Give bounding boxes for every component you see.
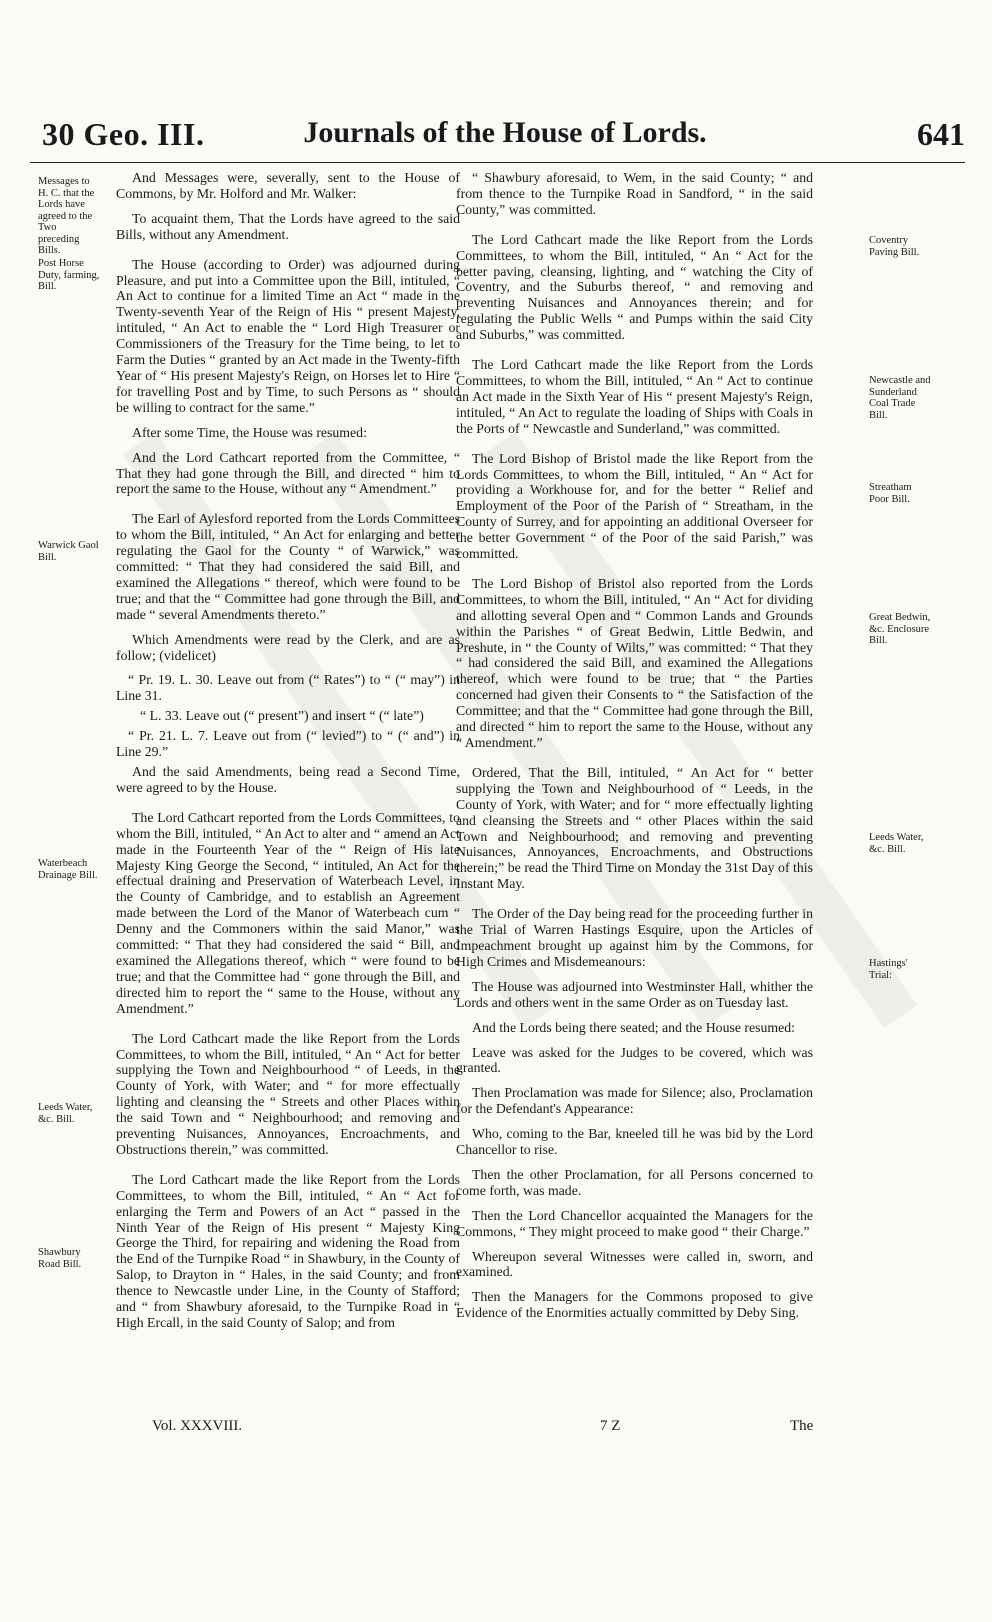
margin-note-coventry: Coventry Paving Bill. [869, 235, 920, 258]
paragraph: Leave was asked for the Judges to be covered, which was granted. [456, 1044, 813, 1076]
page-number: 641 [917, 116, 965, 152]
margin-note-warwick: Warwick Gaol Bill. [38, 540, 99, 563]
page-header [30, 112, 965, 163]
paragraph: The Lord Cathcart reported from the Lords Committees, to whom the Bill, intituled, “ An Act to alter and “ amend an Act made in the Fourteenth Year of the “ Reign of His late Majesty King George the Second, “ intituled, An Act for the effectual draining and Preservation of Waterbeach Level, in the County of Cambridge, and to establish an Agreement made between the Lord of the Manor of Waterbeach cum “ Denny and the Commoners within the said Manor,” was committed: “ That they had considered the said “ Bill, and examined the Allegations thereof, which “ were found to be true; and that the Committee had “ gone through the Bill, and directed him to report the “ same to the House, without any Amendment.” [116, 809, 460, 1016]
paragraph: Then the other Proclamation, for all Persons concerned to come forth, was made. [456, 1166, 813, 1198]
text-column-right [456, 170, 813, 1330]
paragraph: And the Lord Cathcart reported from the Committee, “ That they had gone through the Bill, and directed “ him to report the same to the House, without any “ Amendment.” [116, 449, 460, 497]
paragraph: Then Proclamation was made for Silence; also, Proclamation for the Defendant's Appearance: [456, 1085, 813, 1117]
paragraph: The Lord Cathcart made the like Report from the Lords Committees, to whom the Bill, intituled, “ An “ Act for enlarging the Term and Powers of an Act “ passed in the Ninth Year of the Reign of His present “ Majesty King George the Third, for repairing and widening the Road from the End of the Turnpike Road “ in Shawbury, in the County of Salop, to Drayton in “ Hales, in the said County; and from thence to Newcastle under Line, in the County of Stafford; and “ from Shawbury aforesaid, to the Turnpike Road in “ High Ercall, in the said County of Salop; and from [116, 1171, 460, 1330]
paragraph: Ordered, That the Bill, intituled, “ An Act for “ better supplying the Town and Neighbourhood of “ Leeds, in the County of York, with Water; and for “ more effectually lighting and cleansing the Streets and “ other Places within the said Town and Neighbourhood; and removing and preventing Nuisances, Annoyances, Encroachments, and Obstructions therein;” be read the Third Time on Monday the 31st Day of this Instant May. [456, 764, 813, 892]
signature-mark: 7 Z [600, 1418, 621, 1434]
paragraph: To acquaint them, That the Lords have agreed to the said Bills, without any Amendment. [116, 210, 460, 242]
paragraph: Then the Managers for the Commons proposed to give Evidence of the Enormities actually committed by Deby Sing. [456, 1289, 813, 1321]
margin-note-leeds: Leeds Water, &c. Bill. [38, 1102, 93, 1125]
catchword: The [790, 1418, 814, 1434]
margin-note-messages: Messages to H. C. that the Lords have agreed to the Two preceding Bills. [38, 176, 95, 256]
paragraph: And Messages were, severally, sent to the House of Commons, by Mr. Holford and Mr. Walker: [116, 170, 460, 201]
amendment: “ Pr. 21. L. 7. Leave out from (“ levied”) to “ (“ and”) in Line 29.” [116, 728, 460, 760]
paragraph: And the said Amendments, being read a Second Time, were agreed to by the House. [116, 764, 460, 795]
volume-number: Vol. XXXVIII. [152, 1418, 243, 1434]
paragraph: Who, coming to the Bar, kneeled till he was bid by the Lord Chancellor to rise. [456, 1126, 813, 1158]
amendment: “ Pr. 19. L. 30. Leave out from (“ Rates”) to “ (“ may”) in Line 31. [116, 672, 460, 704]
paragraph: The Lord Cathcart made the like Report from the Lords Committees, to whom the Bill, intituled, “ An “ Act for better supplying the Town and Neighbourhood “ of Leeds, in the County of York, with Water; and “ for more effectually lighting and cleansing the “ Streets and other Places within the said Town and “ Neighbourhood; and removing and preventing Nuisances, Annoyances, Encroachments, and Obstructions therein,” was committed. [116, 1030, 460, 1157]
paragraph: Whereupon several Witnesses were called in, sworn, and examined. [456, 1248, 813, 1280]
margin-note-leeds-right: Leeds Water, &c. Bill. [869, 832, 924, 855]
paragraph: Which Amendments were read by the Clerk, and are as follow; (videlicet) [116, 631, 460, 663]
regnal-year: 30 Geo. III. [42, 116, 205, 152]
paragraph: The Lord Cathcart made the like Report from the Lords Committees, to whom the Bill, intituled, “ An “ Act for the better paving, cleansing, lighting, and “ watching the City of Coventry, and the Suburbs thereof, “ and removing and preventing Nuisances and Annoyances therein; and for regulating the Public Wells “ and Pumps within the said City and Suburbs,” was committed. [456, 231, 813, 343]
margin-note-great-bedwin: Great Bedwin, &c. Enclosure Bill. [869, 612, 931, 646]
paragraph: The House was adjourned into Westminster Hall, whither the Lords and others went in the same Order as on Tuesday last. [456, 978, 813, 1010]
paragraph: The Order of the Day being read for the proceeding further in the Trial of Warren Hastings Esquire, upon the Articles of Impeachment brought up against him by the Commons, for High Crimes and Misdemeanours: [456, 906, 813, 969]
journal-title: Journals of the House of Lords. [303, 116, 707, 149]
paragraph: The Lord Cathcart made the like Report from the Lords Committees, to whom the Bill, intituled, “ An “ Act to continue an Act made in the Sixth Year of His “ present Majesty's Reign, intituled, “ An Act to regulate the loading of Ships with Coals in the Ports of “ Newcastle and Sunderland,” was committed. [456, 357, 813, 436]
paragraph: The House (according to Order) was adjourned during Pleasure, and put into a Committee upon the Bill, intituled, “ An Act to continue for a limited Time an Act “ made in the Twenty-seventh Year of the Reign of His “ present Majesty, intituled, “ An Act to enable the “ Lord High Treasurer or Commissioners of the Treasury for the Time being, to let to Farm the Duties “ granted by an Act made in the Twenty-fifth Year of “ His present Majesty's Reign, on Horses let to Hire “ for travelling Post and by Time, to such Persons as “ should be willing to contract for the same.” [116, 256, 460, 415]
amendment: “ L. 33. Leave out (“ present”) and insert “ (“ late”) [140, 708, 424, 724]
margin-note-streatham: Streatham Poor Bill. [869, 482, 912, 505]
margin-note-hastings: Hastings' Trial: [869, 958, 908, 981]
text-column-left [116, 170, 460, 1340]
paragraph: And the Lords being there seated; and the House resumed: [472, 1019, 795, 1035]
margin-note-post-horse: Post Horse Duty, farming, Bill. [38, 258, 100, 292]
margin-note-waterbeach: Waterbeach Drainage Bill. [38, 858, 98, 881]
margin-note-shawbury: Shawbury Road Bill. [38, 1247, 82, 1270]
paragraph: “ Shawbury aforesaid, to Wem, in the said County; “ and from thence to the Turnpike Road in Sandford, “ in the said County,” was committed. [456, 170, 813, 217]
paragraph: The Lord Bishop of Bristol made the like Report from the Lords Committees, to whom the Bill, intituled, “ An “ Act for providing a Workhouse for, and for the better “ Relief and Employment of the Poor of the Parish of “ Streatham, in the County of Surrey, and for appointing an additional Overseer for the better Government “ of the Poor of the said Parish,” was committed. [456, 450, 813, 562]
margin-note-newcastle: Newcastle and Sunderland Coal Trade Bill. [869, 375, 931, 421]
paragraph: The Earl of Aylesford reported from the Lords Committees to whom the Bill, intituled, “ An Act for enlarging and better regulating the Gaol for the County “ of Warwick,” was committed: “ That they had considered the said Bill, and examined the Allegations “ thereof, which were found to be true; and that the “ Committee had gone through the Bill, and made “ several Amendments thereto.” [116, 511, 460, 622]
paragraph: The Lord Bishop of Bristol also reported from the Lords Committees, to whom the Bill, intituled, “ An “ Act for dividing and allotting several Open and “ Common Lands and Grounds within the Parishes “ of Great Bedwin, Little Bedwin, and Preshute, in “ the County of Wilts,” was committed: “ That they “ had considered the said Bill, and examined the Allegations thereof, which were found to be true; that “ the Parties concerned had given their Consents to “ the Satisfaction of the Committee; and that the “ Committee had gone through the Bill, and directed “ him to report the same to the House, without any “ Amendment.” [456, 575, 813, 750]
paragraph: After some Time, the House was resumed: [132, 424, 367, 440]
paragraph: Then the Lord Chancellor acquainted the Managers for the Commons, “ They might proceed to make good “ their Charge.” [456, 1207, 813, 1239]
